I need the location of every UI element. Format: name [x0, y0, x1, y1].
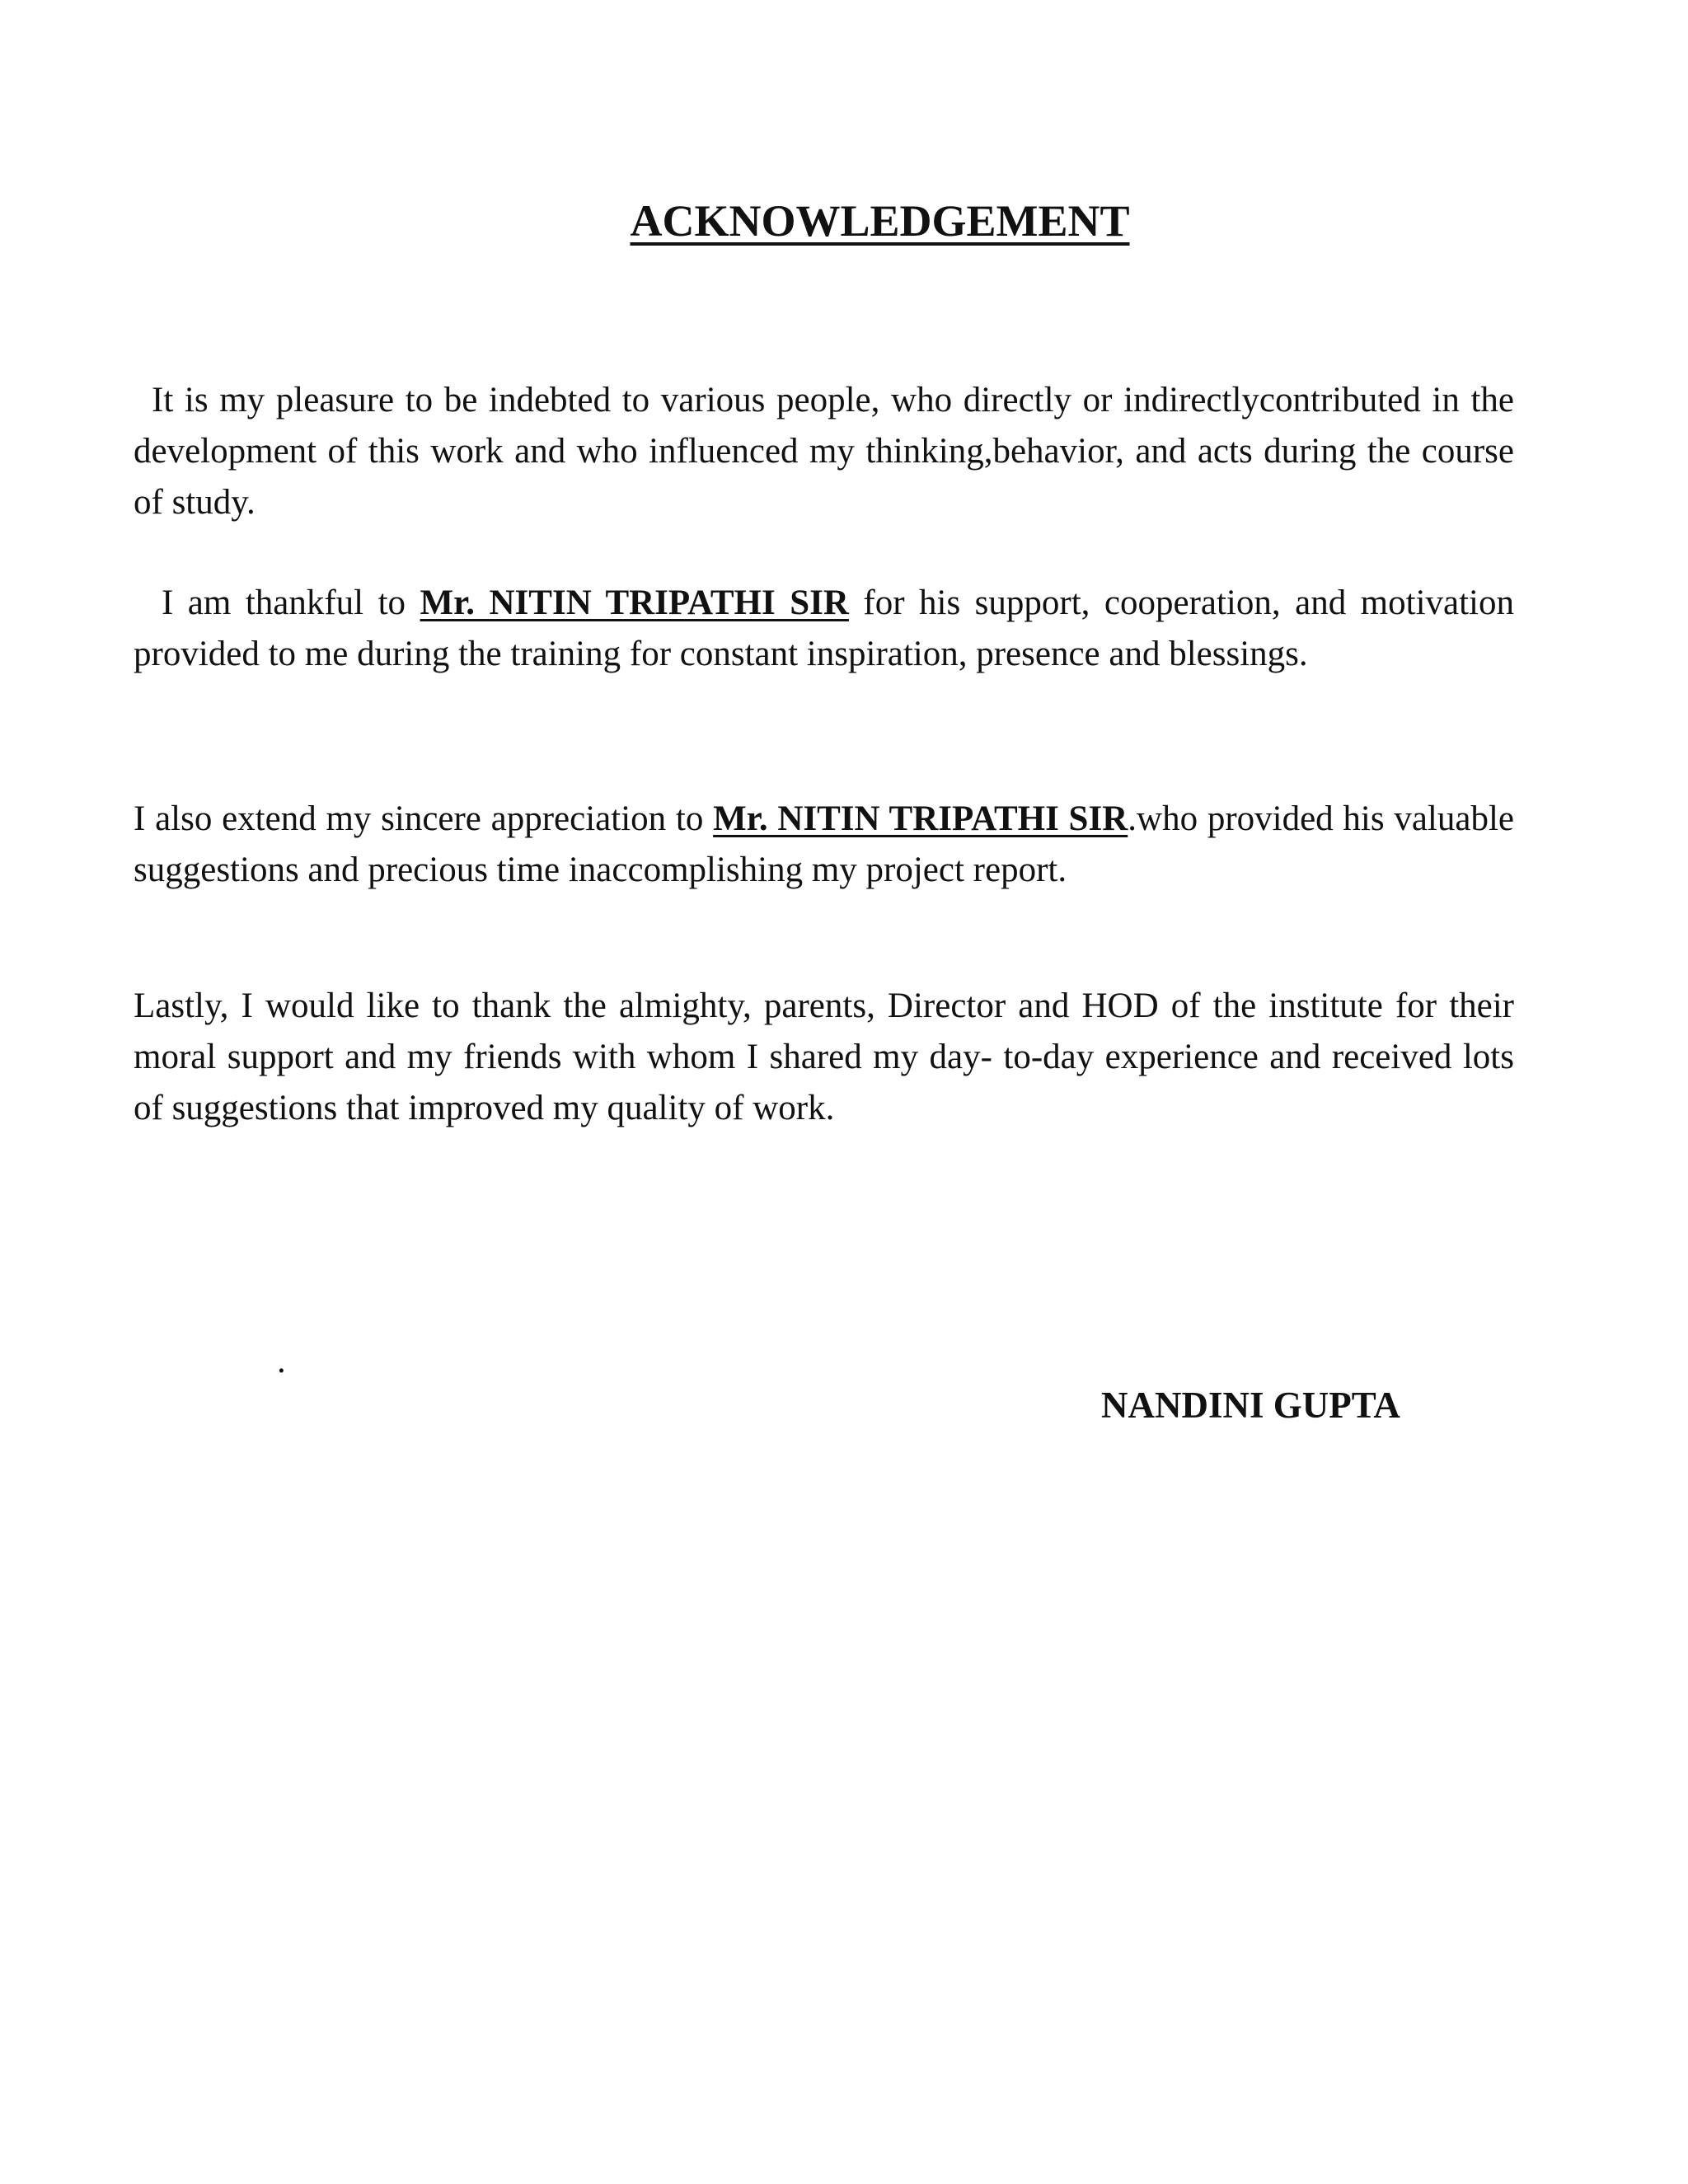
- paragraph-thanks-lead: I am thankful to: [162, 583, 420, 622]
- paragraph-closing: Lastly, I would like to thank the almighty, parents, Director and HOD of the institute for their moral support and my friends with whom I shared my day- to-day experience and received lots of suggestions that improved my quality of work.: [134, 987, 1514, 1127]
- mentor-name: Mr. NITIN TRIPATHI SIR: [420, 583, 849, 622]
- author-signature: NANDINI GUPTA: [1101, 1385, 1400, 1426]
- paragraph-thanks: [134, 578, 1514, 680]
- mentor-name: Mr. NITIN TRIPATHI SIR: [713, 799, 1128, 838]
- paragraph-appreciation-lead: I also extend my sincere appreciation to: [134, 799, 714, 838]
- paragraph-appreciation: [134, 794, 1514, 896]
- paragraph-intro: It is my pleasure to be indebted to various people, who directly or indirectlycontributed in the development of this work and who influenced my thinking,behavior, and acts during the course of study.: [134, 381, 1514, 522]
- stray-dot: .: [277, 1342, 286, 1380]
- paragraph-appreciation-rest: .who provided his valuable suggestions and precious time inaccomplishing my project report.: [134, 799, 1514, 889]
- paragraph-thanks-rest: for his support, cooperation, and motivation provided to me during the training for constant inspiration, presence and blessings.: [134, 583, 1514, 673]
- page-title: ACKNOWLEDGEMENT: [630, 196, 1130, 246]
